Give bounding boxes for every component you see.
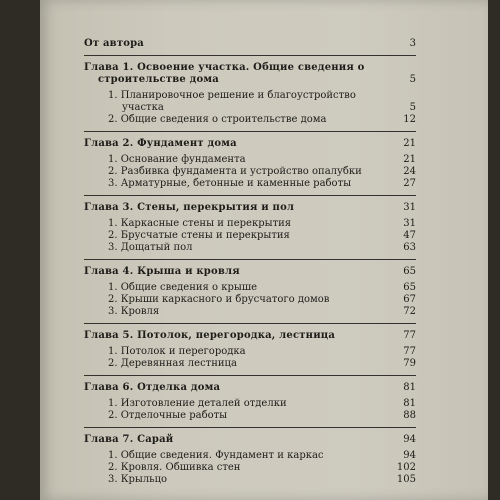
- toc-chapter-title: Глава 1. Освоение участка. Общие сведения о строительстве дома: [84, 62, 365, 85]
- toc-section-page: 94: [403, 450, 416, 461]
- toc-divider: [84, 131, 416, 132]
- toc-chapter-6: [84, 382, 416, 394]
- toc-divider: [84, 323, 416, 324]
- toc-chapter-5: [84, 330, 416, 342]
- toc-section: [84, 358, 416, 370]
- toc-section-page: 5: [409, 102, 416, 113]
- toc-chapter-page: 65: [403, 266, 416, 277]
- toc-divider: [84, 55, 416, 56]
- toc-section-title: 2. Общие сведения о строительстве дома: [108, 114, 327, 125]
- toc-section-title: 1. Каркасные стены и перекрытия: [108, 218, 292, 229]
- toc-chapter-1: [84, 62, 416, 86]
- toc-section-page: 88: [403, 410, 416, 421]
- toc-divider: [84, 375, 416, 376]
- toc-section-page: 27: [403, 178, 416, 189]
- toc-section: [84, 242, 416, 254]
- toc-section-page: 65: [403, 282, 416, 293]
- toc-chapter-title: Глава 2. Фундамент дома: [84, 138, 237, 149]
- toc-preface-page: 3: [409, 38, 416, 49]
- toc-section: [84, 90, 416, 114]
- toc-section-title: 2. Деревянная лестница: [108, 358, 237, 369]
- toc-section-page: 24: [403, 166, 416, 177]
- toc-chapter-page: 31: [403, 202, 416, 213]
- toc-section-title: 3. Кровля: [108, 306, 160, 317]
- toc-section-title: 2. Разбивка фундамента и устройство опалубки: [108, 166, 362, 177]
- toc-section-title: 3. Дощатый пол: [108, 242, 193, 253]
- toc-section: [84, 306, 416, 318]
- toc-section-title: 1. Потолок и перегородка: [108, 346, 246, 357]
- toc-divider: [84, 259, 416, 260]
- toc-section: [84, 294, 416, 306]
- toc-section-page: 47: [403, 230, 416, 241]
- toc-section: [84, 462, 416, 474]
- toc-section: [84, 450, 416, 462]
- toc-divider: [84, 195, 416, 196]
- toc-section-title: 3. Крыльцо: [108, 474, 168, 485]
- toc-chapter-title: Глава 5. Потолок, перегородка, лестница: [84, 330, 336, 341]
- toc-chapter-title: Глава 6. Отделка дома: [84, 382, 221, 393]
- toc-section: [84, 346, 416, 358]
- toc-chapter-3: [84, 202, 416, 214]
- toc-section-title: 2. Кровля. Обшивка стен: [108, 462, 241, 473]
- toc-preface: [84, 38, 416, 50]
- toc-chapter-title: Глава 4. Крыша и кровля: [84, 266, 240, 277]
- toc-chapter-page: 77: [403, 330, 416, 341]
- toc-chapter-page: 81: [403, 382, 416, 393]
- toc-section: [84, 166, 416, 178]
- toc-section: [84, 218, 416, 230]
- toc-section-page: 77: [403, 346, 416, 357]
- toc-chapter-page: 21: [403, 138, 416, 149]
- table-of-contents: [84, 38, 416, 486]
- toc-section: [84, 282, 416, 294]
- toc-section: [84, 154, 416, 166]
- toc-section-title: 2. Крыши каркасного и брусчатого домов: [108, 294, 330, 305]
- toc-section: [84, 114, 416, 126]
- toc-chapter-4: [84, 266, 416, 278]
- toc-chapter-page: 5: [409, 74, 416, 85]
- toc-chapter-page: 94: [403, 434, 416, 445]
- toc-section-title: 1. Основание фундамента: [108, 154, 246, 165]
- toc-chapter-title: Глава 7. Сарай: [84, 434, 174, 445]
- toc-section-title: 1. Общие сведения. Фундамент и каркас: [108, 450, 324, 461]
- toc-section-page: 102: [396, 462, 416, 473]
- toc-chapter-7: [84, 434, 416, 446]
- toc-section-title: 1. Изготовление деталей отделки: [108, 398, 287, 409]
- toc-divider: [84, 427, 416, 428]
- toc-section: [84, 410, 416, 422]
- toc-chapter-2: [84, 138, 416, 150]
- toc-section-title: 2. Брусчатые стены и перекрытия: [108, 230, 290, 241]
- toc-section-page: 105: [396, 474, 416, 485]
- toc-section-page: 72: [403, 306, 416, 317]
- toc-section: [84, 230, 416, 242]
- toc-section: [84, 398, 416, 410]
- toc-section-page: 63: [403, 242, 416, 253]
- toc-section-title: 1. Общие сведения о крыше: [108, 282, 258, 293]
- toc-section-page: 31: [403, 218, 416, 229]
- toc-section-title: 1. Планировочное решение и благоустройство участка: [108, 90, 356, 113]
- toc-section-title: 2. Отделочные работы: [108, 410, 228, 421]
- toc-section: [84, 178, 416, 190]
- toc-preface-title: От автора: [84, 38, 144, 49]
- toc-section-title: 3. Арматурные, бетонные и каменные работы: [108, 178, 352, 189]
- toc-section-page: 12: [403, 114, 416, 125]
- toc-section: [84, 474, 416, 486]
- toc-chapter-title: Глава 3. Стены, перекрытия и пол: [84, 202, 295, 213]
- toc-section-page: 67: [403, 294, 416, 305]
- toc-section-page: 79: [403, 358, 416, 369]
- toc-section-page: 21: [403, 154, 416, 165]
- toc-section-page: 81: [403, 398, 416, 409]
